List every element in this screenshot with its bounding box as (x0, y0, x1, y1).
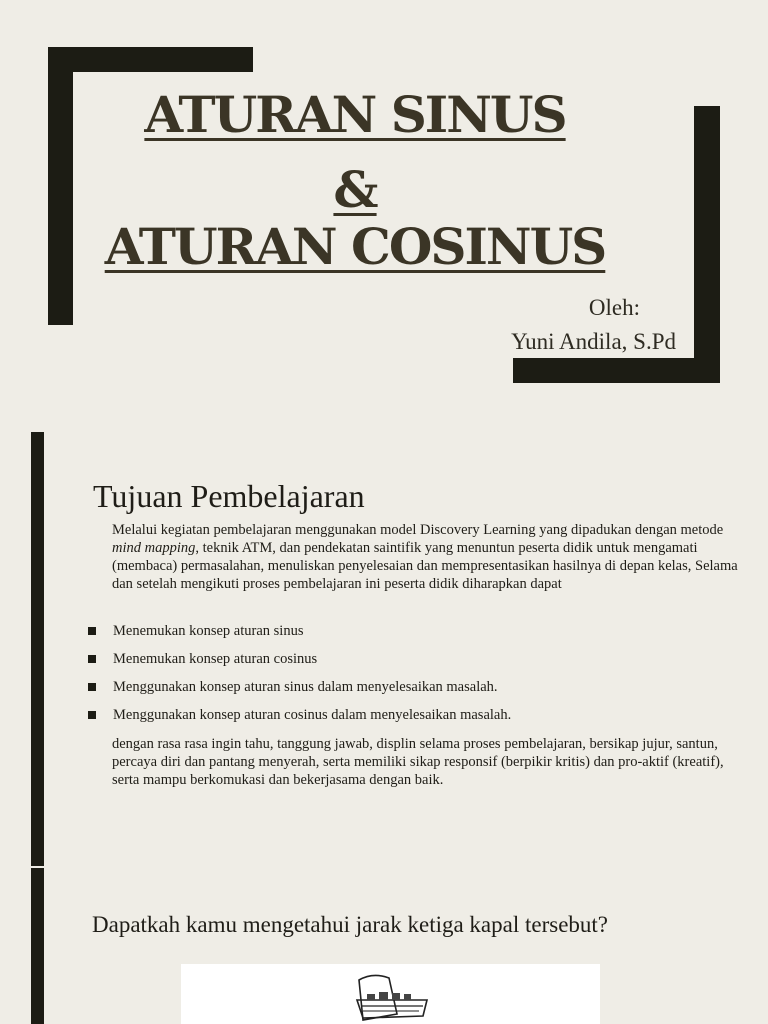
intro-text-after: , teknik ATM, dan pendekatan saintifik yang menuntun peserta didik untuk mengamati (membaca) permasalahan, menuliskan penyelesaian dan mempresentasikan hasilnya di depan kelas, Selama dan setelah mengikuti proses pembelajaran ini peserta didik diharapkan dapat (112, 540, 738, 592)
author-name: Yuni Andila, S.Pd (511, 329, 676, 354)
title-line-3: ATURAN COSINUS (104, 217, 606, 276)
title-line-1: ATURAN SINUS (144, 85, 566, 144)
intro-text-before: Melalui kegiatan pembelajaran menggunakan model Discovery Learning yang dipadukan dengan metode (112, 522, 724, 538)
square-bullet-icon (88, 711, 96, 719)
objectives-slide (0, 432, 768, 866)
bracket-bottom-right-horizontal (513, 358, 720, 383)
title-slide (0, 0, 768, 410)
ship-icon (353, 970, 433, 1024)
list-item: Menggunakan konsep aturan sinus dalam menyelesaikan masalah. (88, 678, 728, 696)
left-accent-bar (31, 432, 44, 866)
list-item: Menggunakan konsep aturan cosinus dalam menyelesaikan masalah. (88, 706, 728, 724)
question-text: Dapatkah kamu mengetahui jarak ketiga kapal tersebut? (92, 912, 609, 937)
objectives-list (88, 622, 728, 734)
list-item: Menemukan konsep aturan sinus (88, 622, 728, 640)
objectives-intro (112, 521, 742, 593)
ship-illustration (181, 964, 600, 1024)
intro-text-italic: mind mapping (112, 540, 196, 556)
square-bullet-icon (88, 627, 96, 635)
objectives-heading: Tujuan Pembelajaran (93, 478, 365, 514)
left-accent-bar (31, 868, 44, 1024)
square-bullet-icon (88, 655, 96, 663)
bracket-top-left-horizontal (48, 47, 253, 72)
bracket-bottom-right-vertical (694, 106, 720, 383)
objectives-closing: dengan rasa rasa ingin tahu, tanggung jawab, displin selama proses pembelajaran, bersikap jujur, santun, percaya diri dan pantang menyerah, serta memiliki sikap responsif (berpikir kritis) dan pro-aktif (kreatif), serta mampu berkomukasi dan bekerjasama dengan baik. (112, 736, 724, 788)
square-bullet-icon (88, 683, 96, 691)
title-line-2: & (333, 160, 377, 219)
author-label: Oleh: (588, 295, 640, 320)
question-slide (0, 868, 768, 1024)
list-item: Menemukan konsep aturan cosinus (88, 650, 728, 668)
